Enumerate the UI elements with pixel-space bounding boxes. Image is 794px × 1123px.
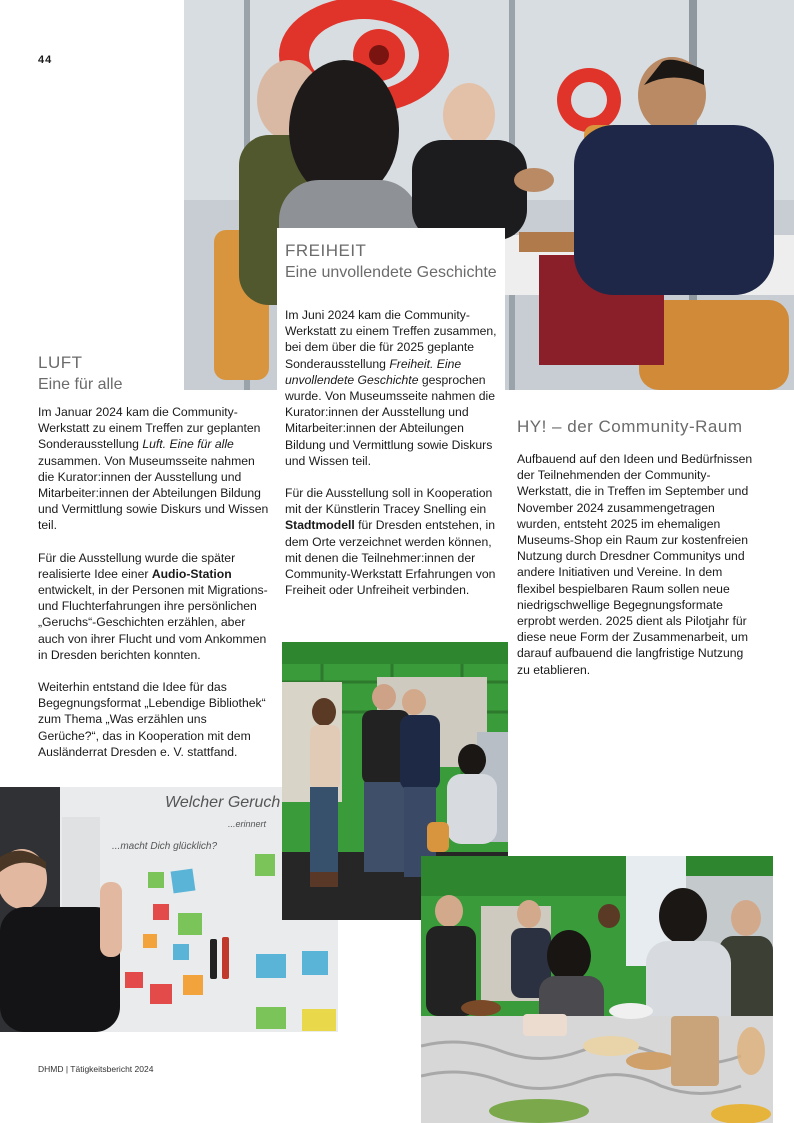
luft-subtitle: Eine für alle	[38, 376, 123, 393]
luft-body	[38, 404, 270, 776]
hy-kicker: HY! – der Community-Raum	[517, 417, 743, 436]
photo-buffet	[421, 856, 773, 1123]
hy-paragraph-1-run-0: Aufbauend auf den Ideen und Bedürfnissen der Teilnehmenden der Community-Werkstatt, die in Treffen im September und November 2024 zusammengetragen wurden, entsteht 2025 im ehemaligen Museums-Shop ein Raum zur kostenfreien Nutzung durch Dresdner Communitys und andere Initiativen und Vereine. In dem flexibel bespielbaren Raum sollen neue niedrigschwellige Begegnungsformate erprobt werden. 2025 dient als Pilotjahr für diese neue Form der Zusammenarbeit, um darauf aufbauend die langfristige Nutzung zu etablieren.	[517, 452, 753, 677]
freiheit-paragraph-2	[285, 485, 497, 598]
hy-body	[517, 451, 755, 694]
luft-kicker: LUFT	[38, 353, 83, 372]
luft-paragraph-2-run-2: entwickelt, in der Personen mit Migrations- und Fluchterfahrungen ihre persönlichen „Geruchs“-Geschichten erzählen, aber auch von ihrer Flucht und vom Ankommen in Dresden berichten konnten.	[38, 583, 268, 662]
sun-logo-icon	[557, 68, 621, 132]
luft-paragraph-3	[38, 679, 270, 760]
whiteboard-line-2: ...macht Dich glücklich?	[112, 841, 218, 852]
freiheit-paragraph-1-run-2: gesprochen wurde. Von Museumsseite nahmen die Kurator:innen der Ausstellung und Mitarbeiter:innen der Abteilungen Bildung und Vermittlung sowie Diskurs und Wissen teil.	[285, 372, 496, 468]
freiheit-body	[285, 307, 497, 614]
hy-heading	[517, 416, 777, 438]
hy-paragraph-1	[517, 451, 755, 678]
luft-paragraph-2-run-1: Audio-Station	[151, 566, 232, 581]
luft-paragraph-2-run-0: Für die Ausstellung wurde die später realisierte Idee einer	[38, 550, 236, 581]
page-number: 44	[38, 54, 53, 66]
luft-paragraph-1-run-2: zusammen. Von Museumsseite nahmen die Kurator:innen der Ausstellung und Mitarbeiter:innen der Abteilungen Bildung und Vermittlung sowie Diskurs und Wissen teil.	[38, 453, 269, 533]
luft-heading	[38, 352, 258, 396]
luft-paragraph-1-run-1: Luft. Eine für alle	[142, 437, 234, 452]
freiheit-heading	[285, 240, 500, 284]
page-footer: DHMD | Tätigkeitsbericht 2024	[38, 1064, 154, 1074]
freiheit-paragraph-2-run-1: Stadtmodell	[285, 518, 355, 533]
freiheit-paragraph-2-run-0: Für die Ausstellung soll in Kooperation mit der Künstlerin Tracey Snelling ein	[285, 486, 493, 517]
freiheit-paragraph-2-run-2: für Dresden entstehen, in dem Orte verzeichnet werden können, mit denen die Teilnehmer:innen der Community-Werkstatt Erfahrungen von Freiheit oder Unfreiheit verbinden.	[285, 518, 496, 598]
freiheit-paragraph-1-run-0: Im Juni 2024 kam die Community-Werkstatt zu einem Treffen zusammen, bei dem über die für 2025 geplante Sonderausstellung	[285, 308, 497, 371]
whiteboard-line-1: Welcher Geruch	[165, 794, 281, 811]
luft-paragraph-3-run-0: Weiterhin entstand die Idee für das Begegnungsformat „Lebendige Bibliothek“ zum Thema „Was erzählen uns Gerüche?“, das in Kooperation mit dem Ausländerrat Dresden e. V. stattfand.	[38, 680, 266, 759]
freiheit-subtitle: Eine unvollendete Geschichte	[285, 264, 497, 281]
luft-paragraph-2	[38, 550, 270, 663]
luft-paragraph-1	[38, 404, 270, 534]
freiheit-paragraph-1-run-1: Freiheit. Eine unvollendete Geschichte	[285, 356, 462, 387]
luft-paragraph-1-run-0: Im Januar 2024 kam die Community-Werkstatt zu einem Treffen zur geplanten Sonderausstellung	[38, 405, 261, 452]
freiheit-kicker: FREIHEIT	[285, 241, 367, 260]
whiteboard-line-3: ...erinnert	[228, 819, 267, 829]
freiheit-paragraph-1	[285, 307, 497, 469]
